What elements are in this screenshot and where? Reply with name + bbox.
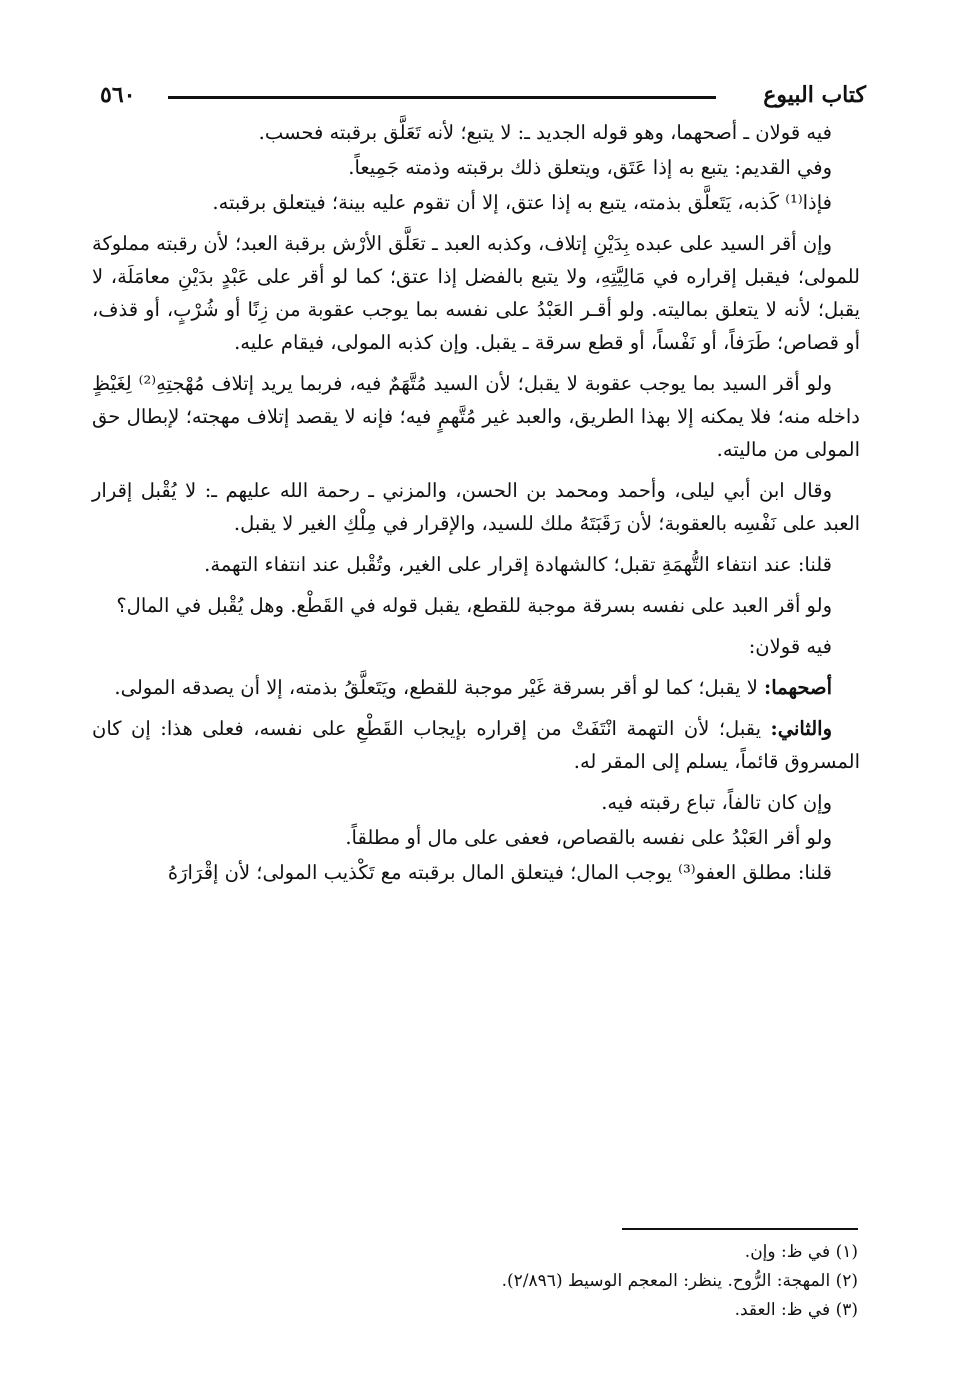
paragraph-lead: أصحهما:	[764, 676, 832, 699]
footnote: (٢) المهجة: الرُّوح. ينظر: المعجم الوسيط (٢/٨٩٦).	[501, 1271, 858, 1291]
paragraph-lead: والثاني:	[770, 717, 832, 740]
paragraph-text: فيه قولان:	[748, 635, 832, 658]
paragraph	[92, 367, 860, 466]
paragraph-text: يقبل؛ لأن التهمة انْتَفَتْ من إقراره بإيجاب القَطْعِ على نفسه، فعلى هذا: إن كان المسروق قائماً، يسلم إلى المقر له.	[92, 717, 860, 773]
footnote: (٣) في ظ: العقد.	[734, 1300, 858, 1320]
paragraph	[92, 186, 860, 219]
paragraph-text: وقال ابن أبي ليلى، وأحمد ومحمد بن الحسن، والمزني ـ رحمة الله عليهم ـ: لا يُقْبل إقرار العبد على نَفْسِه بالعقوبة؛ لأن رَقَبَتَهُ ملك للسيد، والإقرار في مِلْكِ الغير لا يقبل.	[92, 479, 860, 535]
paragraph	[92, 548, 860, 581]
paragraph	[92, 856, 860, 889]
body-text	[92, 116, 860, 891]
paragraph	[92, 671, 860, 704]
paragraph	[92, 712, 860, 778]
footnote-separator	[622, 1228, 858, 1230]
paragraph-text: وإن أقر السيد على عبده بِدَيْنِ إتلاف، وكذبه العبد ـ تعَلَّق الأرْش برقبة العبد؛ لأن رقبته مملوكة للمولى؛ فيقبل إقراره في مَالِيَّتِهِ، ولا يتبع بالفضل إذا عتق؛ كما لو أقر على عَبْدٍ بدَيْنِ معامَلَة، لا يقبل؛ لأنه لا يتعلق بماليته. ولو أقـر العَبْدُ على نفسه بما يوجب عقوبة من زِنًا أو شُرْبٍ، أو قذف، أو قصاص؛ طَرَفاً، أو نَفْساً، أو قطع سرقة ـ يقبل. وإن كذبه المولى، فيقام عليه.	[92, 232, 860, 354]
paragraph-text: فإذا⁽¹⁾ كَذبه، يَتَعلَّق بذمته، يتبع به إذا عتق، إلا أن تقوم عليه بينة؛ فيتعلق برقبته.	[212, 191, 832, 214]
paragraph	[92, 227, 860, 359]
paragraph	[92, 630, 860, 663]
paragraph	[92, 474, 860, 540]
paragraph	[92, 151, 860, 184]
paragraph-text: ولو أقر العَبْدُ على نفسه بالقصاص، فعفى على مال أو مطلقاً.	[345, 826, 832, 849]
paragraph-text: فيه قولان ـ أصحهما، وهو قوله الجديد ـ: لا يتبع؛ لأنه تَعَلَّق برقبته فحسب.	[258, 121, 832, 144]
header-rule	[168, 96, 716, 99]
footnote: (١) في ظ: وإن.	[744, 1242, 858, 1262]
footnotes	[92, 1238, 858, 1325]
paragraph	[92, 116, 860, 149]
paragraph-text: وإن كان تالفاً، تباع رقبته فيه.	[601, 791, 832, 814]
paragraph-text: ولو أقر العبد على نفسه بسرقة موجبة للقطع، يقبل قوله في القَطْع. وهل يُقْبل في المال؟	[116, 594, 832, 617]
paragraph-text: قلنا: عند انتفاء التُّهمَةِ تقبل؛ كالشهادة إقرار على الغير، وتُقْبل عند انتفاء التهمة.	[204, 553, 832, 576]
page-number: ٥٦٠	[100, 82, 136, 108]
paragraph-text: ولو أقر السيد بما يوجب عقوبة لا يقبل؛ لأن السيد مُتَّهَمٌ فيه، فربما يريد إتلاف مُهْجتِهِ⁽²⁾ لِغَيْظٍ داخله منه؛ فلا يمكنه إلا بهذا الطريق، والعبد غير مُتَّهمٍ فيه؛ فإنه لا يقصد إتلاف مهجته؛ لإبطال حق المولى من ماليته.	[92, 372, 860, 461]
paragraph	[92, 589, 860, 622]
paragraph	[92, 821, 860, 854]
page-header	[100, 82, 866, 116]
paragraph-text: لا يقبل؛ كما لو أقر بسرقة غَيْر موجبة للقطع، ويَتَعلَّقُ بذمته، إلا أن يصدقه المولى.	[114, 676, 765, 699]
paragraph-text: قلنا: مطلق العفو⁽³⁾ يوجب المال؛ فيتعلق المال برقبته مع تَكْذيب المولى؛ لأن إقْرَارَهُ	[167, 861, 832, 884]
paragraph	[92, 786, 860, 819]
running-title: كتاب البيوع	[763, 82, 866, 108]
paragraph-text: وفي القديم: يتبع به إذا عَتَق، ويتعلق ذلك برقبته وذمته جَمِيعاً.	[348, 156, 832, 179]
